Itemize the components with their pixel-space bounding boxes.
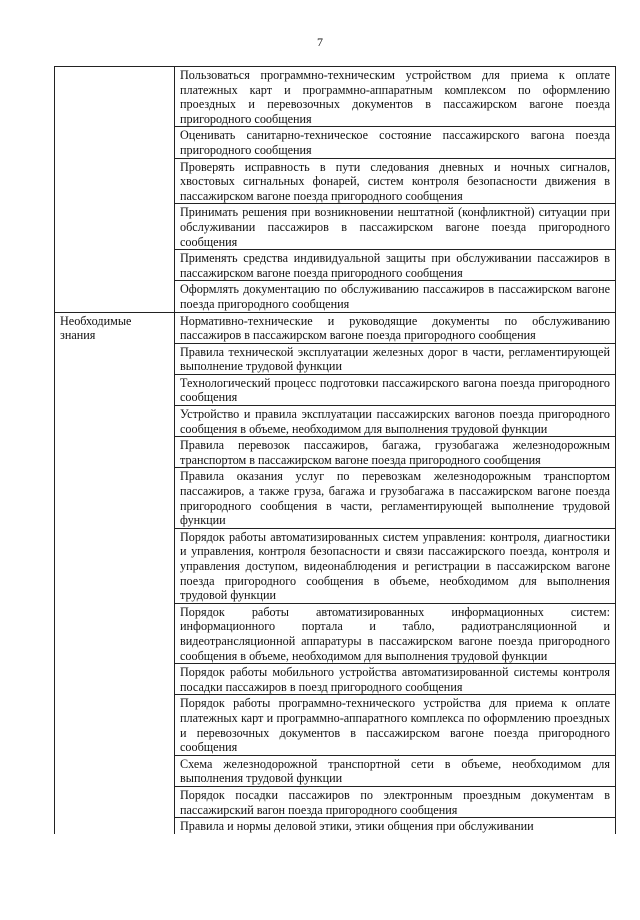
knowledge-item: Устройство и правила эксплуатации пассажирских вагонов поезда пригородного сообщения в объеме, необходимом для выполнения трудовой функции (175, 406, 616, 437)
knowledge-item: Технологический процесс подготовки пассажирского вагона поезда пригородного сообщения (175, 374, 616, 405)
skill-item: Применять средства индивидуальной защиты при обслуживании пассажиров в пассажирском вагоне поезда пригородного сообщения (175, 250, 616, 281)
knowledge-item: Порядок работы программно-технического устройства для приема к оплате платежных карт и программно-аппаратного комплекса по оформлению проездных и перевозочных документов в пассажирском вагоне поезда пригородного сообщения (175, 695, 616, 755)
skill-item: Принимать решения при возникновении нештатной (конфликтной) ситуации при обслуживании пассажиров в пассажирском вагоне поезда пригородного сообщения (175, 204, 616, 250)
skill-item: Оценивать санитарно-техническое состояние пассажирского вагона поезда пригородного сообщения (175, 127, 616, 158)
knowledge-item: Правила и нормы деловой этики, этики общения при обслуживании (175, 818, 616, 834)
knowledge-item: Нормативно-технические и руководящие документы по обслуживанию пассажиров в пассажирском вагоне поезда пригородного сообщения (175, 312, 616, 343)
skill-item: Пользоваться программно-техническим устройством для приема к оплате платежных карт и программно-аппаратным комплексом по оформлению проездных и перевозочных документов в пассажирском вагоне поезда пригородного сообщения (175, 67, 616, 127)
knowledge-item: Порядок работы автоматизированных информационных систем: информационного портала и табло, радиотрансляционной и видеотрансляционной аппаратуры в пассажирском вагоне поезда пригородного сообщения в объеме, необходимом для выполнения трудовой функции (175, 603, 616, 663)
competency-table (54, 66, 616, 834)
knowledge-item: Правила оказания услуг по перевозкам железнодорожным транспортом пассажиров, а также груза, багажа и грузобагажа в пассажирском вагоне поезда пригородного сообщения в части, регламентирующей выполнение трудовой функции (175, 468, 616, 528)
page-number: 7 (317, 35, 323, 49)
skills-label-cell (55, 67, 175, 313)
knowledge-item: Порядок работы автоматизированных систем управления: контроля, диагностики и управления, контроля безопасности и связи пассажирского поезда, контроля и управления доступом, видеонаблюдения и регистрации в пассажирском вагоне поезда пригородного сообщения в объеме, необходимом для выполнения трудовой функции (175, 528, 616, 603)
knowledge-item: Правила перевозок пассажиров, багажа, грузобагажа железнодорожным транспортом в пассажирском вагоне поезда пригородного сообщения (175, 437, 616, 468)
knowledge-item: Порядок посадки пассажиров по электронным проездным документам в пассажирский вагон поезда пригородного сообщения (175, 786, 616, 817)
skill-item: Проверять исправность в пути следования дневных и ночных сигналов, хвостовых сигнальных фонарей, систем контроля безопасности движения в пассажирском вагоне поезда пригородного сообщения (175, 158, 616, 204)
knowledge-item: Правила технической эксплуатации железных дорог в части, регламентирующей выполнение трудовой функции (175, 343, 616, 374)
table-row (55, 67, 616, 127)
knowledge-label: Необходимые знания (55, 312, 175, 834)
skill-item: Оформлять документацию по обслуживанию пассажиров в пассажирском вагоне поезда пригородного сообщения (175, 281, 616, 312)
knowledge-item: Схема железнодорожной транспортной сети в объеме, необходимом для выполнения трудовой функции (175, 755, 616, 786)
knowledge-item: Порядок работы мобильного устройства автоматизированной системы контроля посадки пассажиров в поезд пригородного сообщения (175, 664, 616, 695)
table-row (55, 312, 616, 343)
